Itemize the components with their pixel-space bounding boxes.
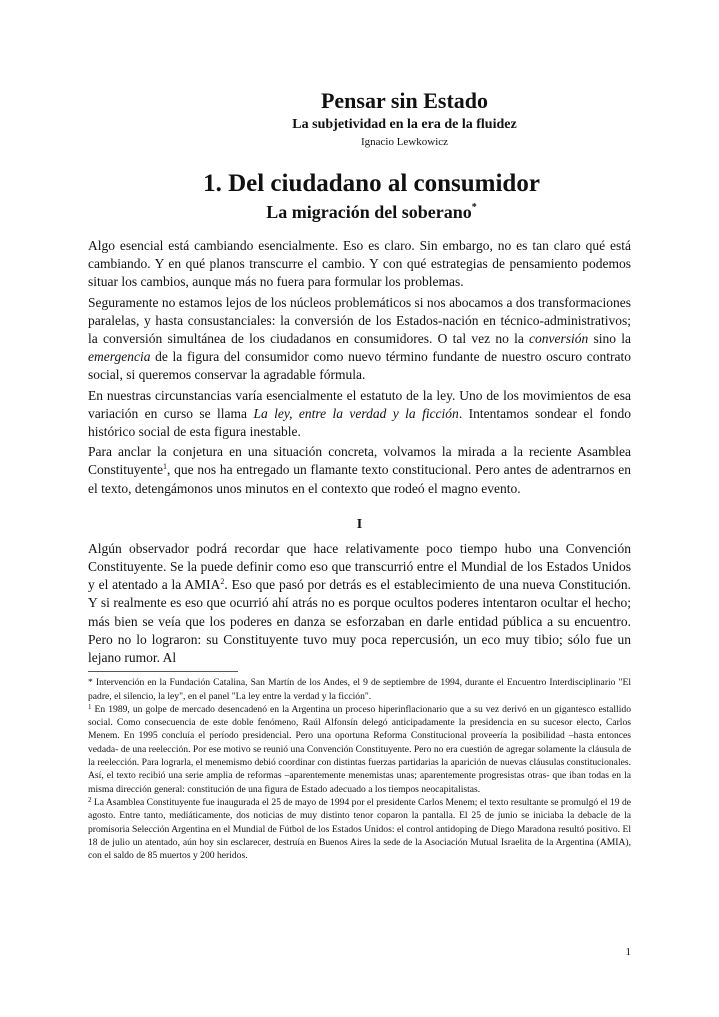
footnote-2-mark: 2	[88, 795, 92, 804]
footnote-mark-star: *	[471, 202, 477, 213]
paragraph-3-text-b: . Intentamos sondear el fondo histórico social de esta figura inestable.	[88, 405, 631, 440]
chapter-title: 1. Del ciudadano al consumidor	[203, 170, 540, 197]
paragraph-2-emphasis-1: conversión	[529, 331, 589, 347]
paragraph-4	[88, 443, 631, 498]
footnote-ref-2[interactable]: 2	[220, 577, 225, 587]
paragraph-2-text-b: sino la	[588, 331, 631, 347]
paragraph-3	[88, 387, 631, 442]
footnotes	[88, 676, 631, 862]
chapter-subtitle-text: La migración del soberano	[266, 202, 472, 222]
footnote-ref-1[interactable]: 1	[163, 462, 167, 472]
paragraph-2-text-a: Seguramente no estamos lejos de los núcleos problemáticos si nos abocamos a dos transformaciones paralelas, y hasta consustanciales: la conversión de los Estados-nación en técnico-administrativos; la conversión simultánea de los ciudadanos en consumidores. O tal vez no la	[88, 294, 631, 347]
footnote-2-text: La Asamblea Constituyente fue inaugurada el 25 de mayo de 1994 por el presidente Carlos Menem; el texto resultante se promulgó el 19 de agosto. Entre tanto, mediáticamente, dos noticias de muy distinto tenor coparon la pantalla. El 25 de junio se iniciaba la debacle de la promisoria Selección Argentina en el Mundial de Fútbol de los Estados Unidos: el control antidoping de Diego Maradona resultó positivo. El 18 de julio un atentado, aún hoy sin esclarecer, destruía en Buenos Aires la sede de la Asociación Mutual Israelita de la Argentina (AMIA), con el saldo de 85 muertos y 200 heridos.	[88, 796, 631, 862]
author-name: Ignacio Lewkowicz	[360, 136, 449, 148]
paragraph-5-text-a: Algún observador podrá recordar que hace relativamente poco tiempo hubo una Convención Constituyente. Se la puede definir como eso que transcurrió entre el Mundial de los Estados Unidos y el atentado a la AMIA	[88, 540, 631, 593]
book-subtitle: La subjetividad en la era de la fluidez	[292, 117, 517, 132]
page-number: 1	[625, 946, 631, 958]
book-title: Pensar sin Estado	[320, 88, 489, 113]
paragraph-2-emphasis-2: emergencia	[88, 349, 151, 365]
paragraph-2	[88, 294, 631, 385]
paragraph-3-text-a: En nuestras circunstancias varía esencialmente el estatuto de la ley. Uno de los movimientos de esa variación en curso se llama	[88, 387, 631, 421]
paragraph-5-text-b: . Eso que pasó por detrás es el establecimiento de una nueva Constitución. Y si realmente es eso que ocurrió ahí atrás no es porque ocultos poderes intentaron ocultar el hecho; más bien se veía que los poderes en danza se esforzaban en darle entidad pública a su encuentro. Pero no lo lograron: su Constituyente tuvo muy poca repercusión, un eco muy tibio; sólo fue un lejano rumor. Al	[88, 577, 631, 666]
header-block	[178, 88, 631, 149]
paragraph-2-text-c: de la figura del consumidor como nuevo término fundante de nuestro oscuro contrato social, si queremos conservar la agradable fórmula.	[88, 349, 631, 383]
paragraph-5	[88, 540, 631, 667]
paragraph-1: Algo esencial está cambiando esencialmente. Eso es claro. Sin embargo, no es tan claro qué está cambiando. Y en qué planos transcurre el cambio. Y con qué estrategias de pensamiento podemos situar los cambios, aunque más no fuera para formular los problemas.	[88, 238, 631, 290]
footnote-2	[88, 796, 631, 862]
paragraph-4-text-a: Para anclar la conjetura en una situación concreta, volvamos la mirada a la reciente Asamblea Constituyente	[88, 444, 631, 478]
footnote-1-mark: 1	[88, 702, 92, 711]
section-heading: I	[356, 516, 363, 532]
footnote-divider	[88, 671, 238, 672]
paragraph-4-text-b: , que nos ha entregado un flamante texto constitucional. Pero antes de adentrarnos en el texto, detengámonos unos minutos en el contexto que rodeó el magno evento.	[88, 462, 631, 496]
footnote-1-text: En 1989, un golpe de mercado desencadenó en la Argentina un proceso hiperinflacionario que a su vez derivó en un gigantesco estallido social. Como consecuencia de este doble fenómeno, Raúl Alfonsín delegó anticipadamente la presidencia en su sucesor electo, Carlos Menem. En 1995 concluía el período presidencial. Pero una oportuna Reforma Constitucional proveería la posibilidad –hasta entonces vedada- de una reelección. Por ese motivo se reunió una Convención Constituyente. Pero no era cuestión de agregar solamente la cláusula de la reelección. Para lograrla, el menemismo debió coordinar con distintas fuerzas partidarias la aparición de nuevas cláusulas constitucionales. Así, el texto recibió una serie amplia de reformas –aparentemente menemistas unas; aparentemente progresistas otras- que iban todas en la misma dirección general: constitución de una figura de Estado adecuado a los tiempos neocapitalistas.	[88, 703, 631, 795]
footnote-star: * Intervención en la Fundación Catalina, San Martín de los Andes, el 9 de septiembre de 1994, durante el Encuentro Interdisciplinario "El padre, el silencio, la ley", en el panel "La ley entre la verdad y la ficción".	[88, 677, 631, 702]
body-text	[88, 237, 631, 667]
footnote-1	[88, 703, 631, 796]
chapter-subtitle	[112, 201, 631, 223]
paragraph-3-emphasis: La ley, entre la verdad y la ficción	[253, 405, 459, 421]
